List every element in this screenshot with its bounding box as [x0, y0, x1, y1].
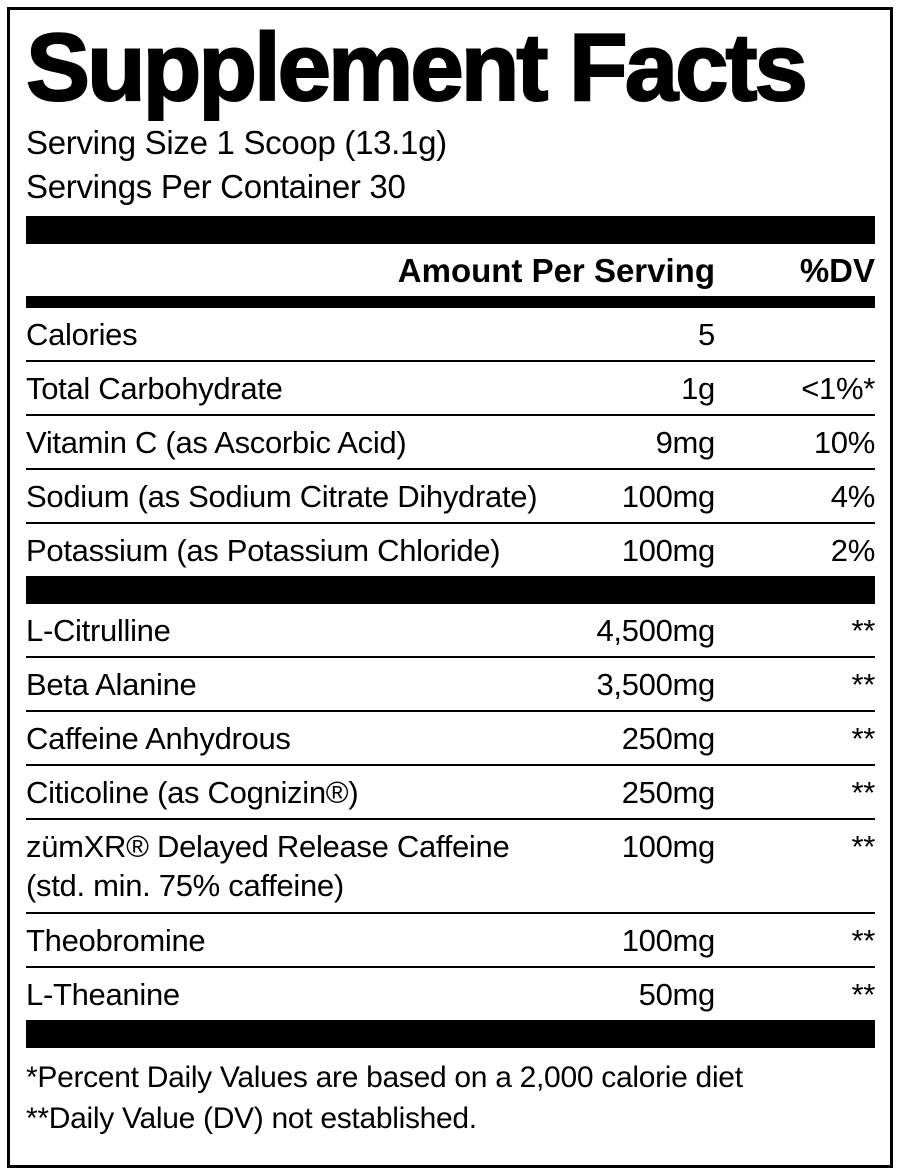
- ingredient-amount: 4,500mg: [596, 613, 715, 649]
- table-header-row: [26, 244, 875, 296]
- ingredient-row: [26, 712, 875, 766]
- serving-size-text: Serving Size 1 Scoop (13.1g): [26, 124, 447, 162]
- ingredient-amount: 250mg: [621, 721, 715, 757]
- ingredient-row: [26, 604, 875, 658]
- nutrient-dv-value: 2%: [830, 533, 875, 569]
- header-divider-bar: [26, 296, 875, 308]
- nutrient-row: [26, 308, 875, 362]
- ingredient-name-line2: (std. min. 75% caffeine): [26, 868, 344, 904]
- nutrient-row: [26, 524, 875, 576]
- panel-title: Supplement Facts: [26, 14, 805, 121]
- nutrient-amount: 5: [698, 317, 715, 353]
- ingredient-name: L-Citrulline: [26, 613, 171, 649]
- ingredient-row: [26, 968, 875, 1020]
- nutrient-row: [26, 362, 875, 416]
- ingredient-amount: 100mg: [621, 829, 715, 865]
- ingredient-dv-value: **: [851, 923, 875, 959]
- section-divider-bar: [26, 216, 875, 244]
- nutrient-name: Vitamin C (as Ascorbic Acid): [26, 425, 407, 461]
- nutrient-amount: 100mg: [621, 479, 715, 515]
- nutrient-amount: 9mg: [655, 425, 715, 461]
- ingredient-amount: 100mg: [621, 923, 715, 959]
- ingredient-row: [26, 766, 875, 820]
- nutrient-amount: 100mg: [621, 533, 715, 569]
- ingredient-amount: 3,500mg: [596, 667, 715, 703]
- ingredient-amount: 250mg: [621, 775, 715, 811]
- nutrient-row: [26, 416, 875, 470]
- nutrient-dv-value: 4%: [830, 479, 875, 515]
- ingredient-name: Theobromine: [26, 923, 206, 959]
- ingredient-dv-value: **: [851, 775, 875, 811]
- nutrient-dv-value: 10%: [813, 425, 875, 461]
- column-header-amount: Amount Per Serving: [397, 252, 715, 290]
- nutrient-name: Calories: [26, 317, 138, 353]
- ingredient-dv-value: **: [851, 721, 875, 757]
- ingredient-row: [26, 914, 875, 968]
- ingredient-dv-value: **: [851, 667, 875, 703]
- ingredient-name: [26, 828, 585, 906]
- ingredient-name-line1: zümXR® Delayed Release Caffeine: [26, 829, 510, 865]
- nutrient-dv-value: <1%*: [801, 371, 875, 407]
- ingredient-amount: 50mg: [638, 977, 715, 1013]
- ingredient-dv-value: **: [851, 613, 875, 649]
- column-header-dv: %DV: [799, 252, 875, 290]
- ingredient-name: L-Theanine: [26, 977, 180, 1013]
- footnote-daily-values: *Percent Daily Values are based on a 2,000 calorie diet: [26, 1061, 743, 1095]
- nutrient-name: Sodium (as Sodium Citrate Dihydrate): [26, 479, 538, 515]
- ingredient-name: Caffeine Anhydrous: [26, 721, 291, 757]
- nutrient-amount: 1g: [681, 371, 715, 407]
- section-divider-bar: [26, 1020, 875, 1048]
- section-divider-bar: [26, 576, 875, 604]
- ingredient-name: Beta Alanine: [26, 667, 197, 703]
- ingredient-row: [26, 820, 875, 914]
- nutrient-name: Potassium (as Potassium Chloride): [26, 533, 501, 569]
- ingredient-name: Citicoline (as Cognizin®): [26, 775, 359, 811]
- ingredient-dv-value: **: [851, 829, 875, 865]
- footnote-dv-not-established: **Daily Value (DV) not established.: [26, 1102, 477, 1136]
- nutrient-name: Total Carbohydrate: [26, 371, 283, 407]
- nutrient-row: [26, 470, 875, 524]
- supplement-facts-panel: [7, 7, 893, 1168]
- servings-per-container-text: Servings Per Container 30: [26, 168, 406, 206]
- ingredient-row: [26, 658, 875, 712]
- ingredient-dv-value: **: [851, 977, 875, 1013]
